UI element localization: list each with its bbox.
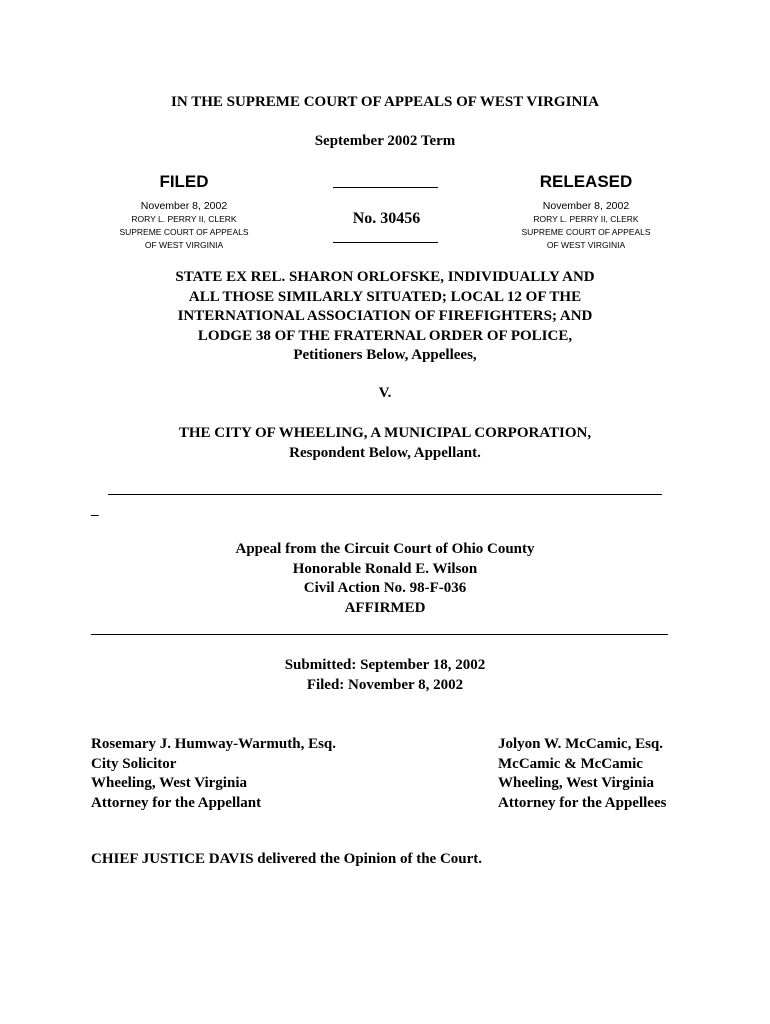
counsel-left-title: City Solicitor	[91, 755, 177, 772]
counsel-right-firm: McCamic & McCamic	[498, 755, 643, 772]
released-date: November 8, 2002	[542, 200, 630, 212]
appeal-court: Appeal from the Circuit Court of Ohio County	[235, 541, 535, 557]
appeal-judge: Honorable Ronald E. Wilson	[292, 560, 478, 577]
petitioner-line: STATE EX REL. SHARON ORLOFSKE, INDIVIDUALLY AND	[175, 269, 595, 285]
released-label: RELEASED	[539, 172, 633, 191]
filed-date: November 8, 2002	[140, 200, 228, 212]
disposition: AFFIRMED	[344, 599, 426, 616]
versus: V.	[378, 385, 392, 401]
petitioner-line: INTERNATIONAL ASSOCIATION OF FIREFIGHTERS; AND	[177, 308, 593, 324]
appeal-block	[0, 540, 770, 618]
petitioner-line: ALL THOSE SIMILARLY SITUATED; LOCAL 12 OF THE	[188, 288, 582, 305]
petitioner-line: LODGE 38 OF THE FRATERNAL ORDER OF POLICE,	[197, 327, 573, 344]
opinion-delivery-line: CHIEF JUSTICE DAVIS delivered the Opinion of the Court.	[91, 851, 483, 867]
respondent-name: THE CITY OF WHEELING, A MUNICIPAL CORPORATION,	[178, 425, 592, 441]
filed-court: SUPREME COURT OF APPEALS	[119, 227, 249, 237]
counsel-right-name: Jolyon W. McCamic, Esq.	[498, 736, 664, 752]
civil-action-number: Civil Action No. 98-F-036	[303, 580, 467, 596]
separator-rule-1	[108, 494, 662, 495]
submitted-date: Submitted: September 18, 2002	[284, 657, 486, 673]
docket-top-rule	[333, 187, 438, 188]
counsel-appellees	[498, 735, 666, 813]
counsel-appellant	[91, 735, 336, 813]
docket-bottom-rule	[333, 242, 438, 243]
released-state: OF WEST VIRGINIA	[546, 240, 626, 250]
counsel-right-location: Wheeling, West Virginia	[498, 775, 654, 791]
counsel-right-role: Attorney for the Appellees	[498, 794, 667, 811]
petitioners-block	[0, 268, 770, 366]
court-heading: IN THE SUPREME COURT OF APPEALS OF WEST VIRGINIA	[171, 94, 599, 110]
separator-rule-2	[91, 634, 668, 635]
respondent-block	[0, 424, 770, 463]
respondent-role: Respondent Below, Appellant.	[289, 444, 481, 461]
released-clerk: RORY L. PERRY II, CLERK	[533, 214, 639, 224]
counsel-left-name: Rosemary J. Humway-Warmuth, Esq.	[91, 736, 337, 752]
term: September 2002 Term	[314, 133, 456, 149]
released-stamp	[505, 172, 667, 252]
stray-mark: _	[91, 502, 99, 518]
filed-state: OF WEST VIRGINIA	[144, 240, 224, 250]
counsel-left-location: Wheeling, West Virginia	[91, 775, 247, 791]
counsel-left-role: Attorney for the Appellant	[91, 794, 262, 811]
filed-date-line: Filed: November 8, 2002	[306, 676, 464, 693]
released-court: SUPREME COURT OF APPEALS	[521, 227, 651, 237]
dates-block	[0, 656, 770, 695]
docket-number: No. 30456	[352, 210, 421, 227]
petitioners-role: Petitioners Below, Appellees,	[293, 347, 477, 363]
filed-stamp	[103, 172, 265, 252]
filed-clerk: RORY L. PERRY II, CLERK	[131, 214, 237, 224]
filed-label: FILED	[159, 172, 209, 191]
